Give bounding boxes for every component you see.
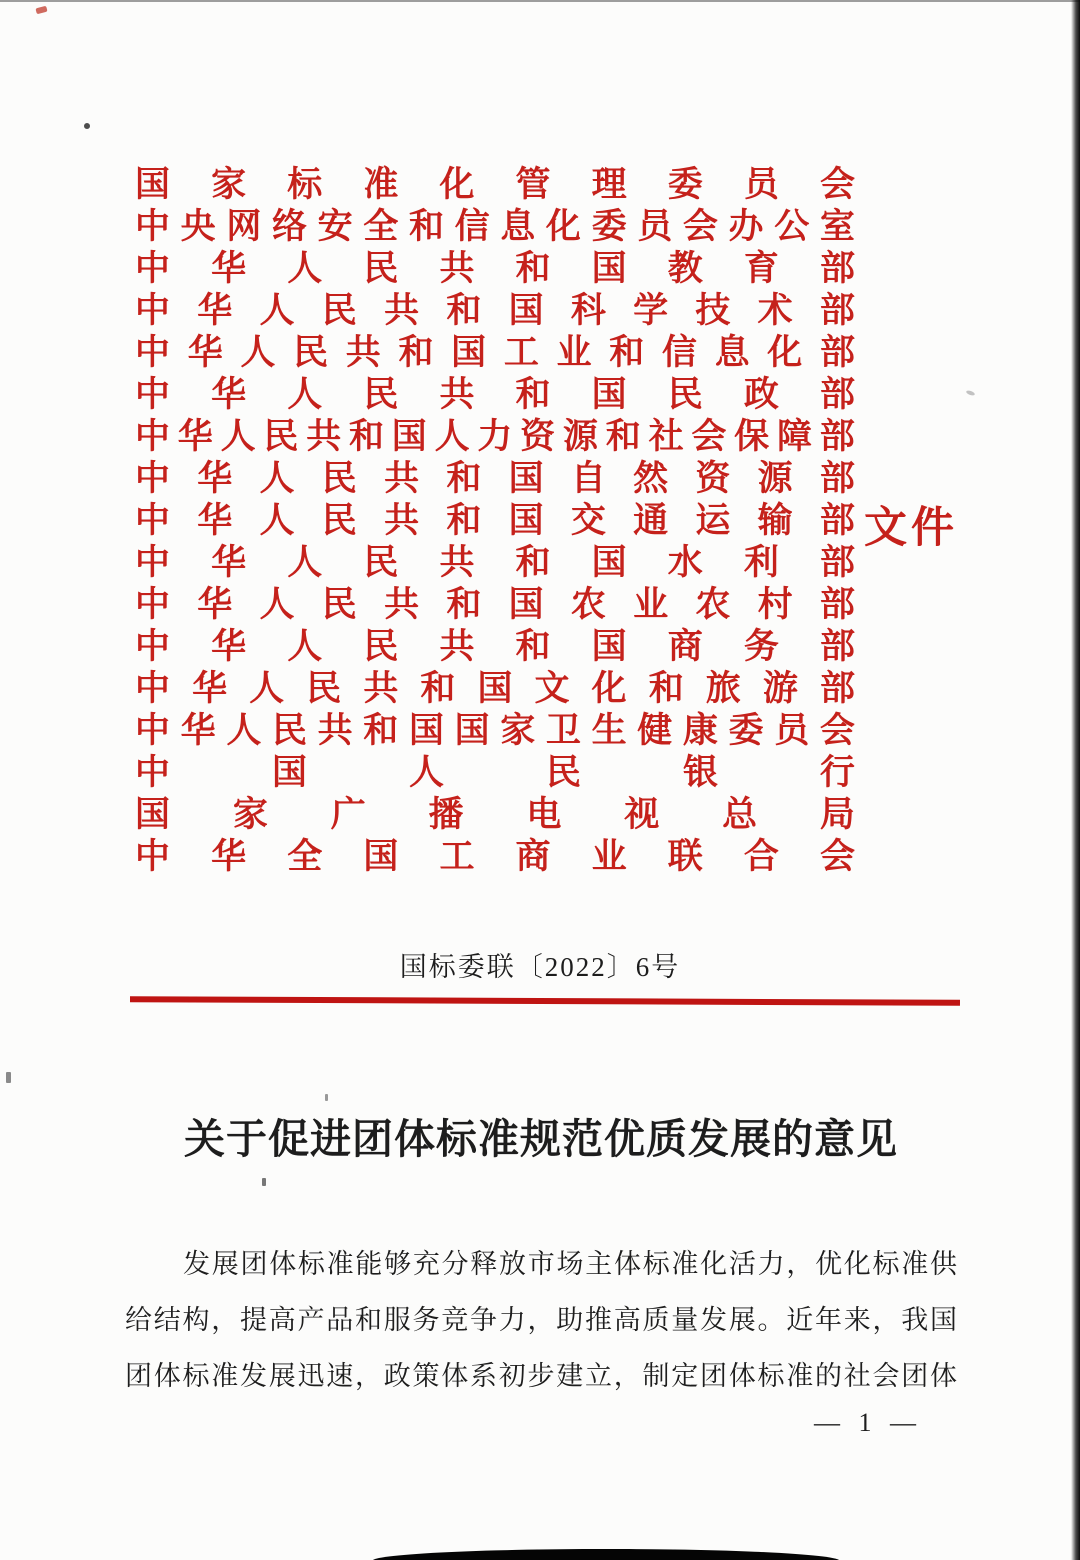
scan-bottom-shadow: [372, 1549, 840, 1560]
agency-name: 中 华 人 民 共 和 国 科 学 技 术 部: [135, 291, 855, 330]
scan-artifact: [966, 390, 976, 397]
agency-name: 中 华 人 民 共 和 国 人 力 资 源 和 社 会 保 障 部: [135, 417, 855, 456]
agency-name: 中 华 人 民 共 和 国 文 化 和 旅 游 部: [135, 669, 855, 708]
agency-name: 中 国 人 民 银 行: [135, 753, 855, 792]
paragraph-line: 团体标准发展迅速，政策体系初步建立，制定团体标准的社会团体: [125, 1361, 957, 1391]
agency-name: 中 华 人 民 共 和 国 国 家 卫 生 健 康 委 员 会: [135, 711, 855, 750]
paragraph-line: 发展团体标准能够充分释放市场主体标准化活力，优化标准供: [183, 1249, 957, 1279]
paragraph-line: 给结构，提高产品和服务竞争力，助推高质量发展。近年来，我国: [125, 1305, 957, 1335]
agency-name: 中 华 人 民 共 和 国 民 政 部: [135, 375, 855, 414]
document-type-label: 文件: [864, 505, 958, 552]
page-number: — 1 —: [814, 1408, 922, 1437]
scan-artifact: [325, 1094, 328, 1101]
agency-name: 中 华 人 民 共 和 国 水 利 部: [135, 543, 855, 582]
scan-artifact: [84, 123, 90, 129]
agency-name: 中 华 人 民 共 和 国 工 业 和 信 息 化 部: [135, 333, 855, 372]
red-divider-line: [130, 996, 960, 1006]
document-title: 关于促进团体标准规范优质发展的意见: [184, 1116, 898, 1162]
agency-name: 中 华 全 国 工 商 业 联 合 会: [135, 837, 855, 876]
scan-top-edge: [0, 0, 1080, 2]
agency-list: [135, 164, 855, 878]
document-number: 国标委联〔2022〕6号: [399, 952, 681, 982]
agency-name: 中 央 网 络 安 全 和 信 息 化 委 员 会 办 公 室: [135, 207, 855, 246]
scan-artifact: [6, 1072, 11, 1083]
body-paragraph: [125, 1236, 957, 1404]
scan-artifact: [35, 6, 47, 15]
agency-name: 中 华 人 民 共 和 国 自 然 资 源 部: [135, 459, 855, 498]
scan-artifact: [262, 1178, 266, 1186]
agency-name: 国 家 标 准 化 管 理 委 员 会: [135, 165, 855, 204]
agency-name: 中 华 人 民 共 和 国 交 通 运 输 部: [135, 501, 855, 540]
agency-name: 中 华 人 民 共 和 国 商 务 部: [135, 627, 855, 666]
agency-name: 中 华 人 民 共 和 国 农 业 农 村 部: [135, 585, 855, 624]
agency-name: 中 华 人 民 共 和 国 教 育 部: [135, 249, 855, 288]
agency-name: 国 家 广 播 电 视 总 局: [135, 795, 855, 834]
scan-right-edge: [1071, 0, 1080, 1560]
